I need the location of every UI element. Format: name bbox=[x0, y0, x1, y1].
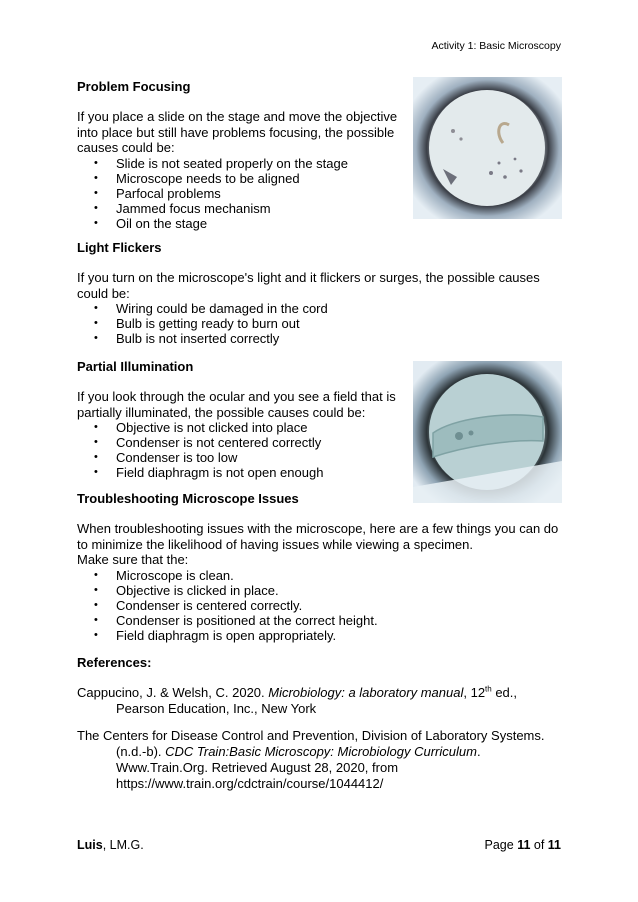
list-item: • Condenser is not centered correctly bbox=[77, 435, 407, 450]
ref1-title: Microbiology: a laboratory manual bbox=[268, 685, 464, 700]
list-item: • Wiring could be damaged in the cord bbox=[77, 301, 563, 316]
paragraph-line: into place but still have problems focusing, the possible bbox=[77, 124, 395, 140]
page-of: of bbox=[530, 838, 548, 852]
footer-author-rest: , LM.G. bbox=[102, 838, 144, 852]
paragraph-line: If you place a slide on the stage and move the objective bbox=[77, 109, 398, 124]
bullet-list-problem-focusing bbox=[77, 156, 407, 231]
paragraph-line: If you look through the ocular and you see a field that is bbox=[77, 389, 396, 404]
paragraph-line: When troubleshooting issues with the microscope, here are a few things you can do bbox=[77, 521, 559, 536]
paragraph-line: partially illuminated, the possible causes could be: bbox=[77, 404, 366, 420]
paragraph-line: to minimize the likelihood of having issues while viewing a specimen. bbox=[77, 536, 473, 552]
page-label: Page bbox=[484, 838, 518, 852]
footer-author-bold: Luis bbox=[77, 838, 103, 852]
list-item: • Condenser is centered correctly. bbox=[77, 598, 563, 613]
running-header: Activity 1: Basic Microscopy bbox=[431, 40, 561, 52]
ref2-title: CDC Train:Basic Microscopy: Microbiology Curriculum bbox=[165, 744, 477, 759]
ref1-edition-post: ed., bbox=[491, 685, 518, 700]
paragraph-line: causes could be: bbox=[77, 140, 175, 155]
list-item: • Jammed focus mechanism bbox=[77, 201, 407, 216]
list-item: • Oil on the stage bbox=[77, 216, 407, 231]
footer-author bbox=[77, 838, 144, 852]
section-title-problem-focusing: Problem Focusing bbox=[77, 79, 191, 94]
section-title-troubleshooting: Troubleshooting Microscope Issues bbox=[77, 491, 299, 506]
list-item: • Field diaphragm is open appropriately. bbox=[77, 628, 563, 643]
section-title-light-flickers: Light Flickers bbox=[77, 240, 162, 255]
paragraph-line: Make sure that the: bbox=[77, 552, 189, 567]
list-item: • Parfocal problems bbox=[77, 186, 407, 201]
ref1-authors: Cappucino, J. & Welsh, C. 2020. bbox=[77, 685, 269, 700]
footer-page-number bbox=[485, 838, 561, 852]
reference-entry-2 bbox=[77, 728, 563, 792]
list-item: • Condenser is too low bbox=[77, 450, 407, 465]
paragraph-line: could be: bbox=[77, 285, 130, 301]
page-total: 11 bbox=[547, 838, 561, 852]
references-title: References: bbox=[77, 655, 152, 670]
list-item: • Microscope needs to be aligned bbox=[77, 171, 407, 186]
microscope-view-image-2 bbox=[413, 361, 562, 503]
reference-entry-1 bbox=[77, 685, 563, 717]
list-item: • Bulb is getting ready to burn out bbox=[77, 316, 563, 331]
list-item: • Field diaphragm is not open enough bbox=[77, 465, 407, 480]
list-item: • Condenser is positioned at the correct height. bbox=[77, 613, 563, 628]
ref1-publisher: Pearson Education, Inc., New York bbox=[116, 701, 317, 716]
ref2-line1: The Centers for Disease Control and Prevention, Division of Laboratory Systems. bbox=[77, 728, 545, 743]
list-item: • Objective is clicked in place. bbox=[77, 583, 563, 598]
ref1-edition-sup: th bbox=[485, 684, 492, 694]
paragraph-line: If you turn on the microscope's light and it flickers or surges, the possible causes bbox=[77, 270, 540, 285]
microscope-view-image-1 bbox=[413, 77, 562, 219]
ref1-edition-pre: , 12 bbox=[463, 685, 486, 700]
list-item: • Slide is not seated properly on the stage bbox=[77, 156, 407, 171]
list-item: • Objective is not clicked into place bbox=[77, 420, 407, 435]
bullet-list-partial-illumination bbox=[77, 420, 407, 480]
list-item: • Microscope is clean. bbox=[77, 568, 563, 583]
ref2-line2-pre: (n.d.-b). bbox=[116, 744, 166, 759]
ref2-url: https://www.train.org/cdctrain/course/1044412/ bbox=[116, 776, 384, 791]
list-item: • Bulb is not inserted correctly bbox=[77, 331, 563, 346]
bullet-list-troubleshooting bbox=[77, 568, 563, 643]
ref2-line2 bbox=[77, 744, 563, 760]
section-title-partial-illumination: Partial Illumination bbox=[77, 359, 194, 374]
ref2-line2-post: . bbox=[476, 744, 481, 759]
bullet-list-light-flickers bbox=[77, 301, 563, 346]
ref2-line3: Www.Train.Org. Retrieved August 28, 2020, from bbox=[116, 760, 399, 775]
page-current: 11 bbox=[517, 838, 531, 852]
